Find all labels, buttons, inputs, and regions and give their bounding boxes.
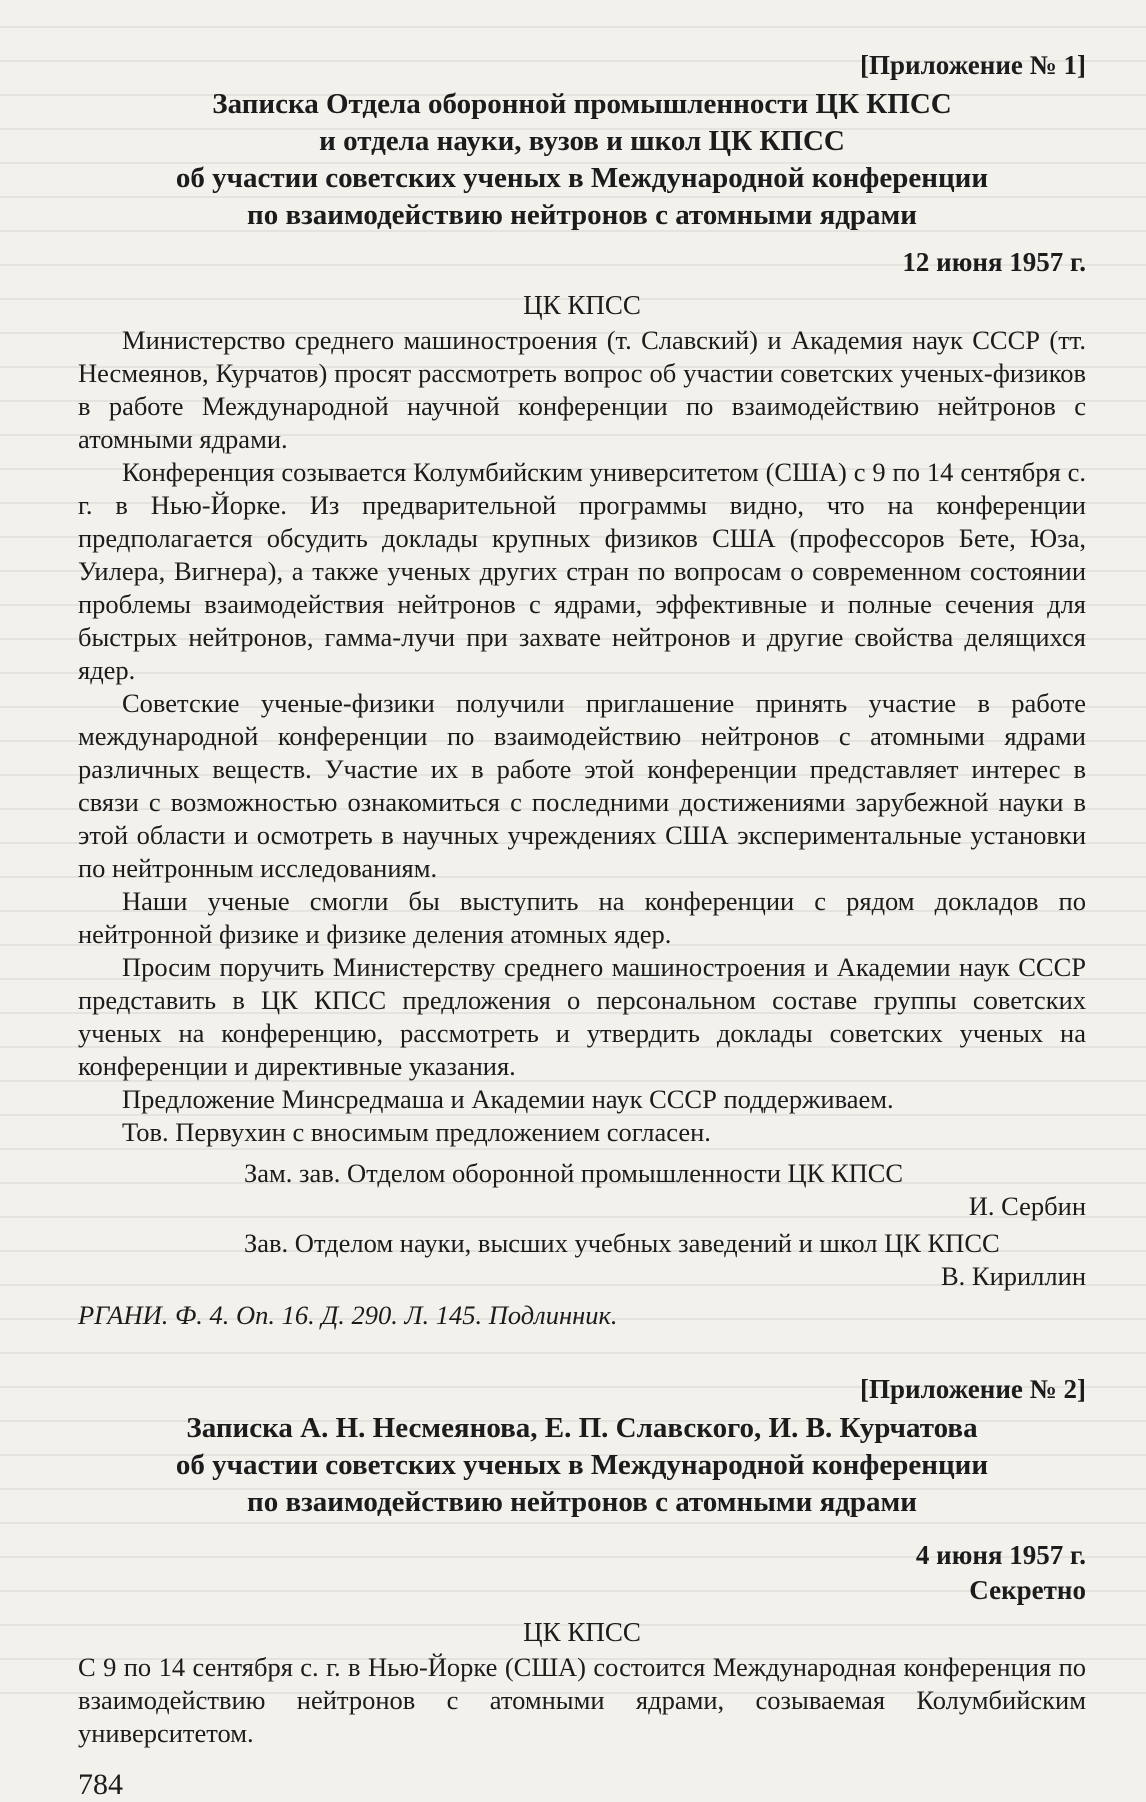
paragraph: Наши ученые смогли бы выступить на конференции с рядом докладов по нейтронной физике и физике деления атомных ядер. <box>78 886 1086 949</box>
paragraph: С 9 по 14 сентября с. г. в Нью-Йорке (США) состоится Международная конференция по взаимодействию нейтронов с атомными ядрами, созываемая Колумбийским университетом. <box>78 1652 1086 1748</box>
title-line: и отдела науки, вузов и школ ЦК КПСС <box>319 125 845 157</box>
paragraph: Предложение Минсредмаша и Академии наук СССР поддерживаем. <box>122 1084 894 1114</box>
title-line: Записка Отдела оборонной промышленности ЦК КПСС <box>212 88 952 120</box>
signer-name: В. Кириллин <box>940 1261 1086 1291</box>
document-title-1 <box>78 86 1086 234</box>
archive-source: РГАНИ. Ф. 4. Оп. 16. Д. 290. Л. 145. Подлинник. <box>78 1300 618 1330</box>
signatures <box>78 1157 1086 1293</box>
paragraph: Министерство среднего машиностроения (т. Славский) и Академия наук СССР (тт. Несмеянов, Курчатов) просят рассмотреть вопрос об участии советских ученых-физиков в работе Международной научной конференции по взаимодействию нейтронов с атомными ядрами. <box>78 325 1086 454</box>
addressee-2: ЦК КПСС <box>523 1617 641 1647</box>
paragraph: Советские ученые-физики получили приглашение принять участие в работе международной конференции по взаимодействию нейтронов с атомными ядрами различных веществ. Участие их в работе этой конференции представляет интерес в связи с возможностью ознакомиться с последними достижениями зарубежной науки в этой области и осмотреть в научных учреждениях США экспериментальные установки по нейтронным исследованиям. <box>78 688 1086 883</box>
signer-position: Зам. зав. Отделом оборонной промышленности ЦК КПСС <box>244 1158 904 1188</box>
paragraph: Конференция созывается Колумбийским университетом (США) с 9 по 14 сентября с. г. в Нью-Йорке. Из предварительной программы видно, что на конференции предполагается обсудить доклады крупных физиков США (профессоров Бете, Юза, Уилера, Вигнера), а также ученых других стран по вопросам о современном состоянии проблемы взаимодействия нейтронов с ядрами, эффективные и полные сечения для быстрых нейтронов, гамма-лучи при захвате нейтронов и другие свойства делящихся ядер. <box>78 457 1086 685</box>
document-date-1: 12 июня 1957 г. <box>902 247 1086 277</box>
title-line: по взаимодействию нейтронов с атомными ядрами <box>246 199 918 231</box>
page-number: 784 <box>78 1768 123 1801</box>
signer-position: Зав. Отделом науки, высших учебных заведений и школ ЦК КПСС <box>244 1228 1000 1258</box>
addressee-1: ЦК КПСС <box>523 290 641 320</box>
classification-mark: Секретно <box>969 1575 1086 1605</box>
title-line: по взаимодействию нейтронов с атомными ядрами <box>246 1486 918 1518</box>
title-line: об участии советских ученых в Международной конференции <box>175 1449 989 1481</box>
appendix-label-1: [Приложение № 1] <box>860 50 1086 80</box>
document-date-2: 4 июня 1957 г. <box>915 1540 1086 1570</box>
appendix-label-2: [Приложение № 2] <box>860 1374 1086 1404</box>
title-line: об участии советских ученых в Международной конференции <box>175 162 989 194</box>
title-line: Записка А. Н. Несмеянова, Е. П. Славского, И. В. Курчатова <box>186 1412 978 1444</box>
signer-name: И. Сербин <box>968 1191 1086 1221</box>
document-title-2 <box>78 1410 1086 1521</box>
paragraph: Просим поручить Министерству среднего машиностроения и Академии наук СССР представить в ЦК КПСС предложения о персональном составе группы советских ученых на конференцию, рассмотреть и утвердить доклады советских ученых на конференции и директивные указания. <box>78 952 1086 1081</box>
paragraph: Тов. Первухин с вносимым предложением согласен. <box>122 1117 711 1147</box>
